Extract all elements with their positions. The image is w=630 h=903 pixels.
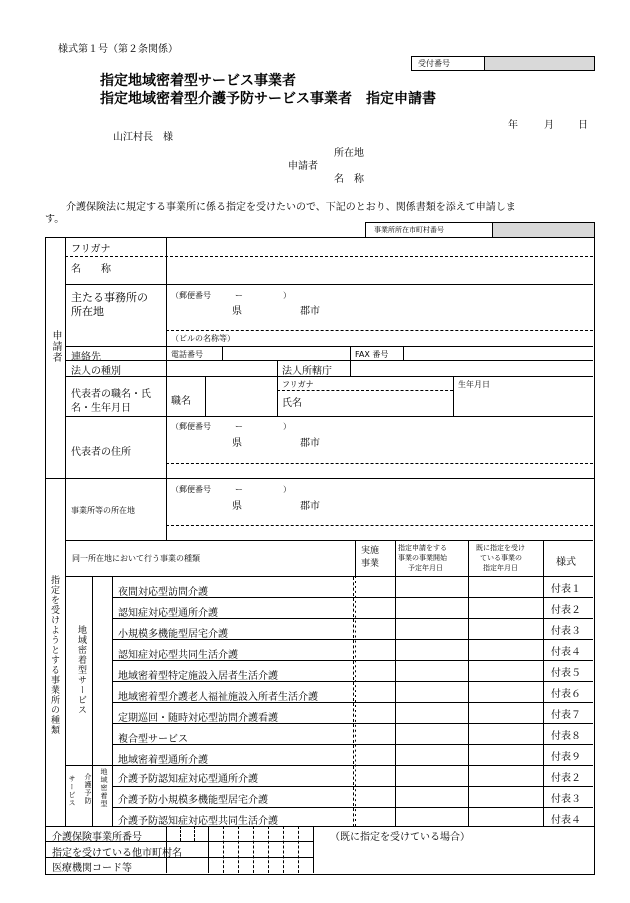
service-existing-date-cell[interactable] (469, 745, 542, 764)
service-start-date-cell[interactable] (396, 766, 467, 785)
service-name: 地域密着型特定施設入居者生活介護 (118, 671, 278, 682)
service-name: 夜間対応型訪問介護 (118, 587, 208, 598)
facility-address-field[interactable] (167, 479, 592, 539)
facility-prefecture: 県 (232, 501, 242, 512)
rep-address-prefecture: 県 (232, 438, 242, 449)
service-existing-date-cell[interactable] (469, 598, 542, 617)
service-existing-date-cell[interactable] (469, 682, 542, 701)
group-community-label: 地域密着型サービス (76, 625, 86, 715)
facility-city: 郡市 (300, 501, 320, 512)
fax-field[interactable] (404, 347, 592, 359)
service-start-date-cell[interactable] (396, 703, 467, 722)
col-service-type-header: 同一所在地において行う事業の種類 (72, 554, 200, 563)
title-line-1: 指定地域密着型サービス事業者 (100, 73, 296, 89)
service-implemented-cell[interactable] (356, 703, 394, 722)
col-existing-header-3: 指定年月日 (483, 564, 518, 572)
service-form-ref: 付表７ (551, 710, 581, 721)
main-office-postal: （郵便番号 ー ） (171, 291, 291, 300)
service-start-date-cell[interactable] (396, 808, 467, 827)
building-name-label: （ビルの名称等） (171, 334, 235, 343)
service-implemented-cell[interactable] (356, 787, 394, 806)
service-name: 認知症対応型通所介護 (118, 608, 218, 619)
service-start-date-cell[interactable] (396, 640, 467, 659)
main-office-label-2: 所在地 (71, 305, 104, 318)
corp-type-label: 法人の種別 (71, 366, 121, 377)
facility-type-side-label: 指定を受けようとする事業所の種類 (49, 575, 59, 735)
service-start-date-cell[interactable] (396, 724, 467, 743)
rep-address-city: 郡市 (300, 438, 320, 449)
service-form-ref: 付表５ (551, 668, 581, 679)
service-existing-date-cell[interactable] (469, 808, 542, 827)
intro-text-line-2: す。 (45, 214, 65, 225)
service-form-ref: 付表４ (551, 647, 581, 658)
service-name: 地域密着型介護老人福祉施設入所者生活介護 (118, 692, 318, 703)
col-existing-header-1: 既に指定を受け (476, 544, 525, 552)
insurer-number-label: 介護保険事業所番号 (52, 832, 142, 843)
applicant-name-label: 名 称 (334, 174, 364, 185)
service-implemented-cell[interactable] (356, 577, 394, 596)
date-day: 日 (578, 120, 588, 131)
main-office-address-field[interactable] (167, 286, 592, 328)
insurer-number-note: （既に指定を受けている場合） (330, 832, 470, 843)
col-start-header-3: 予定年月日 (408, 564, 443, 572)
corp-authority-field[interactable] (351, 361, 592, 375)
rep-address-label: 代表者の住所 (71, 447, 131, 458)
service-existing-date-cell[interactable] (469, 619, 542, 638)
col-form-header: 様式 (556, 557, 576, 568)
service-form-ref: 付表２ (551, 605, 581, 616)
service-form-ref: 付表２ (551, 773, 581, 784)
other-municipality-field[interactable] (209, 842, 312, 856)
service-existing-date-cell[interactable] (469, 577, 542, 596)
col-implemented-header-1: 実施 (361, 546, 380, 556)
service-implemented-cell[interactable] (356, 724, 394, 743)
phone-label: 電話番号 (171, 350, 203, 359)
form-number: 様式第１号（第２条関係） (58, 44, 178, 55)
service-implemented-cell[interactable] (356, 808, 394, 827)
service-implemented-cell[interactable] (356, 661, 394, 680)
receipt-number-box (411, 56, 595, 71)
rep-title-label: 職名 (171, 396, 191, 407)
service-form-ref: 付表４ (551, 815, 581, 826)
service-start-date-cell[interactable] (396, 577, 467, 596)
service-form-ref: 付表１ (551, 584, 581, 595)
service-name: 介護予防小規模多機能型居宅介護 (118, 795, 268, 806)
representative-label-1: 代表者の職名・氏 (71, 389, 151, 400)
service-start-date-cell[interactable] (396, 787, 467, 806)
service-existing-date-cell[interactable] (469, 724, 542, 743)
col-implemented-header-2: 事業 (361, 559, 380, 569)
receipt-number-label: 受付番号 (418, 59, 450, 68)
group-prevention-label-a: 地域密着型 (100, 768, 108, 808)
service-form-ref: 付表３ (551, 626, 581, 637)
title-line-2: 指定地域密着型介護予防サービス事業者 指定申請書 (100, 91, 436, 107)
service-name: 小規模多機能型居宅介護 (118, 629, 228, 640)
service-existing-date-cell[interactable] (469, 766, 542, 785)
applicant-side-label: 申請者 (50, 330, 61, 363)
rep-address-postal: （郵便番号 ー ） (171, 422, 291, 431)
service-name: 複合型サービス (118, 734, 188, 745)
service-implemented-cell[interactable] (356, 682, 394, 701)
receipt-number-field[interactable] (485, 57, 594, 70)
main-office-label-1: 主たる事務所の (71, 291, 148, 304)
municipality-number-label: 事業所所在市町村番号 (374, 226, 444, 234)
service-name: 定期巡回・随時対応型訪問介護看護 (118, 713, 278, 724)
service-start-date-cell[interactable] (396, 598, 467, 617)
service-form-ref: 付表３ (551, 794, 581, 805)
col-start-header-1: 指定申請をする (398, 544, 447, 552)
corporation-name-label: 名 称 (71, 264, 111, 275)
col-existing-header-2: ている事業の (480, 554, 522, 562)
applicant-label: 申請者 (288, 161, 318, 172)
facility-location-label: 事業所等の所在地 (71, 506, 135, 515)
corp-authority-label: 法人所轄庁 (282, 366, 332, 377)
service-existing-date-cell[interactable] (469, 787, 542, 806)
date-year: 年 (508, 120, 518, 131)
service-start-date-cell[interactable] (396, 619, 467, 638)
rep-name-label: 氏名 (282, 398, 302, 409)
col-start-header-2: 事業の事業開始 (398, 554, 447, 562)
insurer-number-field[interactable] (167, 827, 312, 840)
medical-code-field[interactable] (209, 858, 312, 872)
corp-type-field[interactable] (167, 361, 275, 375)
date-month: 月 (544, 120, 554, 131)
group-prevention-label-b: 介護予防 (84, 773, 92, 805)
fax-label: FAX 番号 (355, 350, 389, 359)
contact-label: 連絡先 (71, 352, 101, 363)
intro-text-line-1: 介護保険法に規定する事業所に係る指定を受けたいので、下記のとおり、関係書類を添えて申請しま (66, 202, 516, 213)
facility-postal: （郵便番号 ー ） (171, 485, 291, 494)
service-name: 介護予防認知症対応型共同生活介護 (118, 816, 278, 827)
service-existing-date-cell[interactable] (469, 640, 542, 659)
service-existing-date-cell[interactable] (469, 661, 542, 680)
applicant-address-label: 所在地 (334, 148, 364, 159)
main-office-city: 郡市 (300, 306, 320, 317)
service-form-ref: 付表８ (551, 731, 581, 742)
service-form-ref: 付表９ (551, 752, 581, 763)
service-name: 認知症対応型共同生活介護 (118, 650, 238, 661)
service-name: 介護予防認知症対応型通所介護 (118, 774, 258, 785)
group-prevention-label-c: サービス (68, 775, 76, 807)
main-office-prefecture: 県 (232, 306, 242, 317)
service-existing-date-cell[interactable] (469, 703, 542, 722)
rep-title-field[interactable] (206, 377, 276, 415)
service-implemented-cell[interactable] (356, 619, 394, 638)
furigana-label: フリガナ (71, 244, 111, 255)
service-implemented-cell[interactable] (356, 766, 394, 785)
service-name: 地域密着型通所介護 (118, 755, 208, 766)
addressee: 山江村長 様 (113, 132, 173, 143)
service-start-date-cell[interactable] (396, 745, 467, 764)
corporation-name-field[interactable] (167, 238, 592, 284)
phone-field[interactable] (223, 347, 349, 359)
rep-name-field[interactable] (278, 391, 452, 415)
service-implemented-cell[interactable] (356, 640, 394, 659)
service-form-ref: 付表６ (551, 689, 581, 700)
service-start-date-cell[interactable] (396, 661, 467, 680)
service-start-date-cell[interactable] (396, 682, 467, 701)
rep-address-field[interactable] (167, 417, 592, 477)
municipality-number-box (365, 222, 595, 238)
rep-birth-label: 生年月日 (458, 380, 490, 389)
medical-code-label: 医療機関コード等 (52, 863, 132, 874)
rep-furigana-label: フリガナ (282, 380, 314, 389)
other-municipality-label: 指定を受けている他市町村名 (52, 848, 182, 859)
representative-label-2: 名・生年月日 (71, 403, 131, 414)
service-implemented-cell[interactable] (356, 598, 394, 617)
service-implemented-cell[interactable] (356, 745, 394, 764)
municipality-number-field[interactable] (493, 223, 594, 238)
